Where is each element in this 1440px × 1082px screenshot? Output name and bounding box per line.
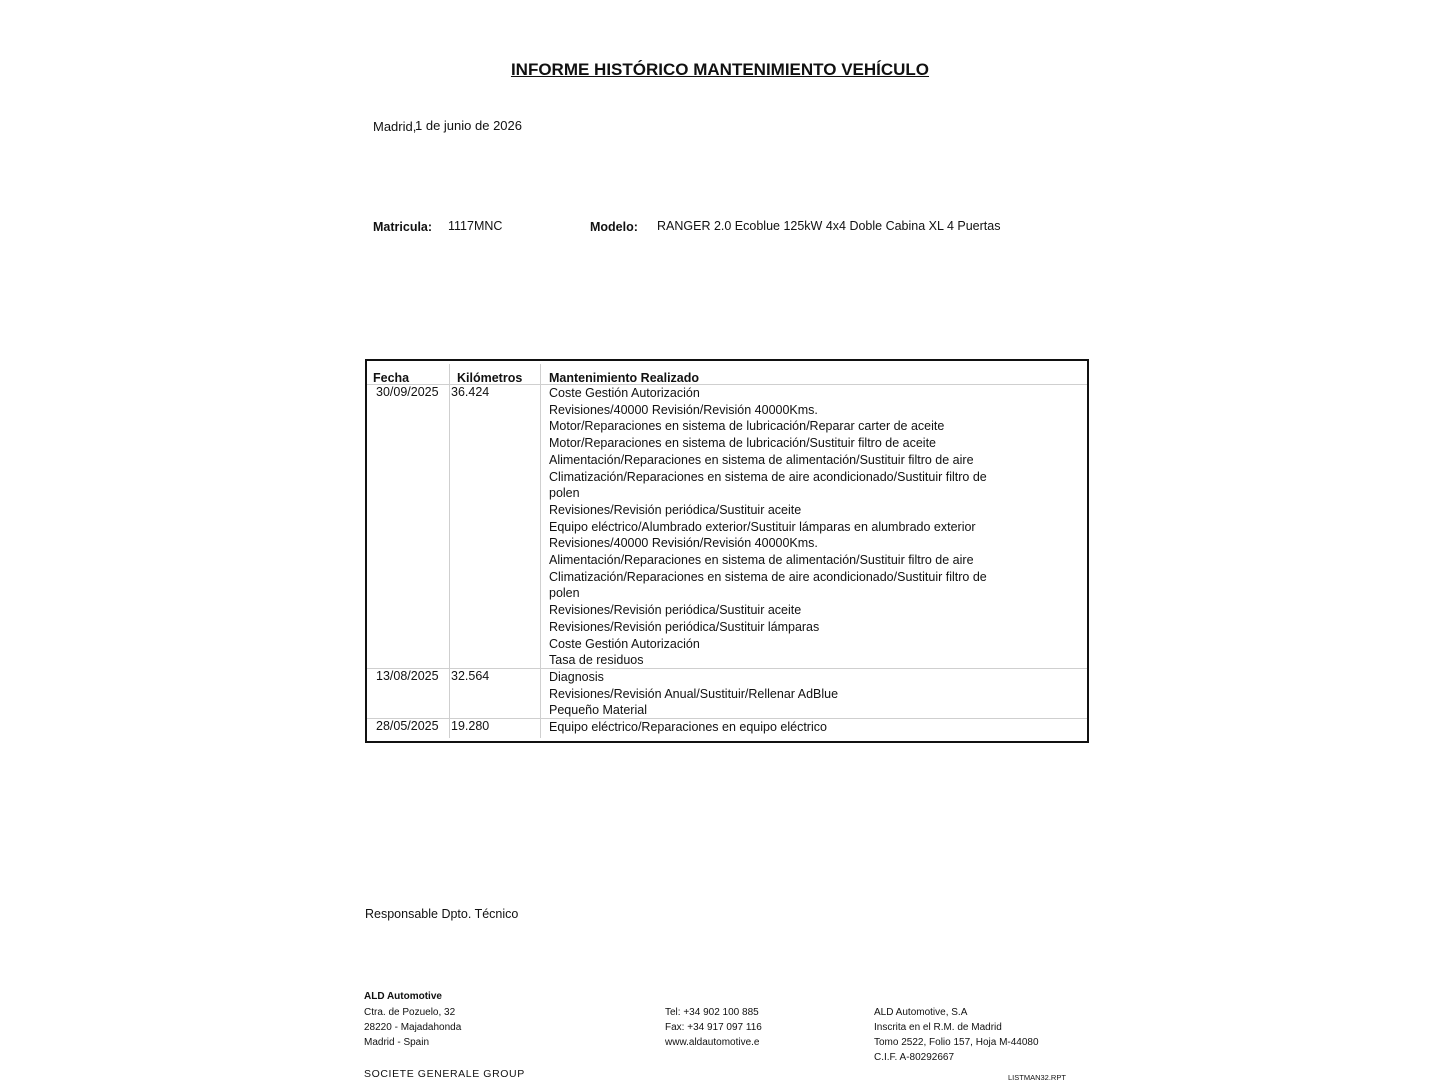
row-1-date: 30/09/2025: [376, 385, 439, 399]
plate-value: 1117MNC: [448, 219, 503, 233]
task-line: Tasa de residuos: [549, 653, 644, 668]
task-line: Climatización/Reparaciones en sistema de aire acondicionado/Sustituir filtro de: [549, 469, 987, 484]
header-km: Kilómetros: [457, 371, 523, 385]
task-line: Climatización/Reparaciones en sistema de aire acondicionado/Sustituir filtro de: [549, 569, 987, 584]
row-1-km: 36.424: [451, 385, 490, 399]
footer-company: ALD Automotive: [364, 991, 442, 1002]
column-divider: [540, 364, 541, 738]
legal-line: Inscrita en el R.M. de Madrid: [874, 1022, 1002, 1033]
website-line: www.aldautomotive.e: [665, 1037, 760, 1048]
model-value: RANGER 2.0 Ecoblue 125kW 4x4 Doble Cabina XL 4 Puertas: [657, 219, 1001, 233]
phone-line: Tel: +34 902 100 885: [665, 1007, 759, 1018]
footer-legal: [874, 1005, 1039, 1065]
task-line: Equipo eléctrico/Alumbrado exterior/Sustituir lámparas en alumbrado exterior: [549, 519, 976, 534]
address-line: Madrid - Spain: [364, 1037, 430, 1048]
footer-address: [364, 1005, 461, 1050]
task-line: Equipo eléctrico/Reparaciones en equipo eléctrico: [549, 720, 827, 734]
task-line: Revisiones/Revisión periódica/Sustituir aceite: [549, 603, 802, 618]
plate-label: Matricula:: [373, 220, 433, 234]
task-line: Alimentación/Reparaciones en sistema de alimentación/Sustituir filtro de aire: [549, 553, 974, 568]
group-logo-text: SOCIETE GENERALE GROUP: [364, 1068, 525, 1080]
task-line: Revisiones/Revisión Anual/Sustituir/Rellenar AdBlue: [549, 686, 839, 701]
legal-line: Tomo 2522, Folio 157, Hoja M-44080: [874, 1037, 1039, 1048]
task-line: Revisiones/40000 Revisión/Revisión 40000Kms.: [549, 402, 818, 417]
task-line: Coste Gestión Autorización: [549, 386, 700, 400]
row-3-work: [549, 719, 827, 736]
maintenance-table: [365, 359, 1089, 743]
task-line: Revisiones/Revisión periódica/Sustituir aceite: [549, 502, 802, 517]
fax-line: Fax: +34 917 097 116: [665, 1022, 762, 1033]
task-line: Coste Gestión Autorización: [549, 636, 700, 651]
row-3-km: 19.280: [451, 719, 490, 733]
footer-contact: [665, 1005, 762, 1050]
row-3-date: 28/05/2025: [376, 719, 439, 733]
row-2-date: 13/08/2025: [376, 669, 439, 683]
task-line: Motor/Reparaciones en sistema de lubricación/Sustituir filtro de aceite: [549, 436, 936, 451]
signature-label: Responsable Dpto. Técnico: [365, 907, 519, 921]
header-work: Mantenimiento Realizado: [549, 371, 700, 385]
report-place: Madrid,: [373, 119, 417, 134]
task-line: Motor/Reparaciones en sistema de lubricación/Reparar carter de aceite: [549, 419, 945, 434]
task-line: Diagnosis: [549, 670, 604, 684]
row-1-work: [549, 385, 987, 669]
report-date: 1 de junio de 2026: [415, 118, 522, 133]
task-line: Pequeño Material: [549, 703, 647, 718]
task-line: polen: [549, 586, 580, 601]
header-date: Fecha: [373, 371, 410, 385]
column-divider: [449, 364, 450, 738]
task-line: Revisiones/40000 Revisión/Revisión 40000Kms.: [549, 536, 818, 551]
address-line: Ctra. de Pozuelo, 32: [364, 1007, 456, 1018]
task-line: polen: [549, 486, 580, 501]
row-2-km: 32.564: [451, 669, 490, 683]
legal-line: C.I.F. A-80292667: [874, 1052, 955, 1063]
report-title: INFORME HISTÓRICO MANTENIMIENTO VEHÍCULO: [510, 60, 930, 79]
task-line: Revisiones/Revisión periódica/Sustituir lámparas: [549, 619, 820, 634]
legal-line: ALD Automotive, S.A: [874, 1007, 968, 1018]
task-line: Alimentación/Reparaciones en sistema de alimentación/Sustituir filtro de aire: [549, 452, 974, 467]
row-2-work: [549, 669, 838, 719]
report-code: LISTMAN32.RPT: [1008, 1073, 1066, 1082]
model-label: Modelo:: [590, 220, 638, 234]
address-line: 28220 - Majadahonda: [364, 1022, 462, 1033]
